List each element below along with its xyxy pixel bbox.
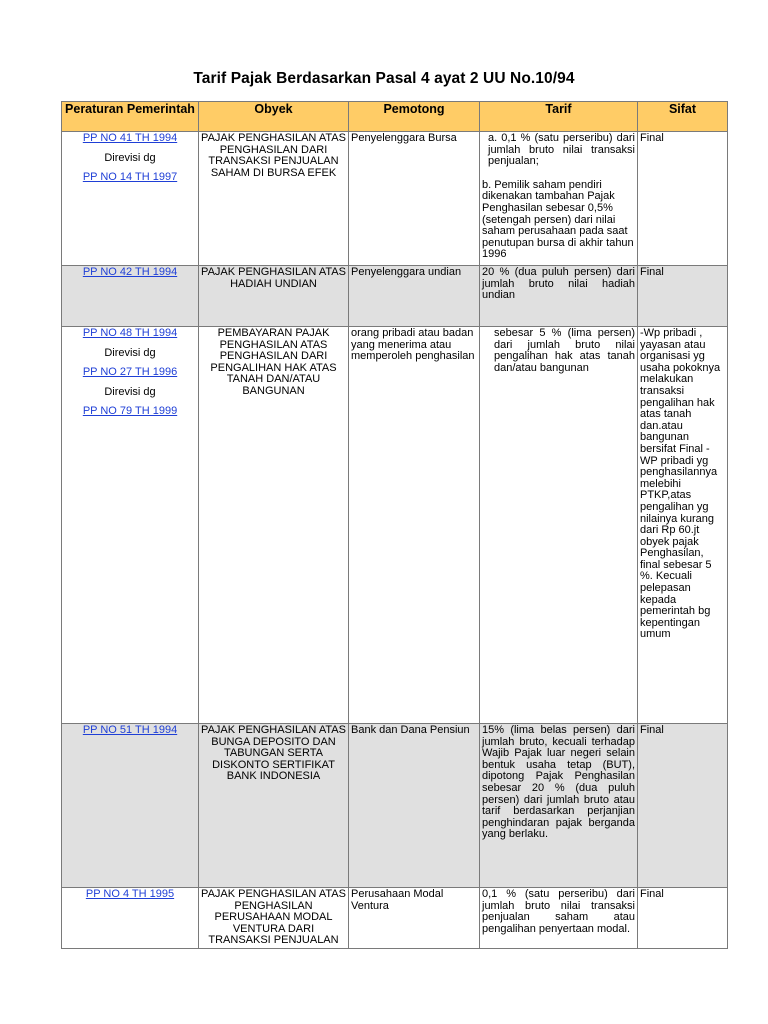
pemotong-cell: Penyelenggara undian xyxy=(349,266,480,327)
header-peraturan: Peraturan Pemerintah xyxy=(62,102,199,132)
pp-link[interactable]: PP NO 27 TH 1996 xyxy=(82,366,178,379)
obyek-cell: PAJAK PENGHASILAN ATAS PENGHASILAN DARI TRANSAKSI PENJUALAN SAHAM DI BURSA EFEK xyxy=(199,132,349,266)
pp-cell xyxy=(62,266,199,327)
pemotong-cell: orang pribadi atau badan yang menerima atau memperoleh penghasilan xyxy=(349,327,480,724)
tarif-item-a: a. 0,1 % (satu perseribu) dari jumlah bruto nilai transaksi penjualan; xyxy=(488,132,635,168)
tarif-cell: sebesar 5 % (lima persen) dari jumlah bruto nilai pengalihan hak atas tanah dan/atau bangunan xyxy=(480,327,638,724)
pp-link[interactable]: PP NO 41 TH 1994 xyxy=(82,132,178,144)
header-pemotong: Pemotong xyxy=(349,102,480,132)
header-tarif: Tarif xyxy=(480,102,638,132)
obyek-cell: PAJAK PENGHASILAN ATAS PENGHASILAN PERUSAHAAN MODAL VENTURA DARI TRANSAKSI PENJUALAN xyxy=(199,888,349,949)
header-obyek: Obyek xyxy=(199,102,349,132)
pp-link[interactable]: PP NO 14 TH 1997 xyxy=(82,171,178,184)
pp-link[interactable]: PP NO 4 TH 1995 xyxy=(85,888,175,900)
sifat-cell: -Wp pribadi , yayasan atau organisasi yg usaha pokoknya melakukan transaksi pengalihan hak atas tanah dan.atau bangunan bersifat Final - WP pribadi yg penghasilannya melebihi PTKP,atas pengalihan yg nilainya kurang dari Rp 60.jt obyek pajak Penghasilan, final sebesar 5 %. Kecuali pelepasan kepada pemerintah bg kepentingan umum xyxy=(638,327,728,724)
tarif-cell: 0,1 % (satu perseribu) dari jumlah bruto nilai transaksi penjualan saham atau pengalihan penyertaan modal. xyxy=(480,888,638,949)
pp-link[interactable]: PP NO 79 TH 1999 xyxy=(82,405,178,418)
revision-label: Direvisi dg xyxy=(104,385,156,398)
pemotong-cell: Perusahaan Modal Ventura xyxy=(349,888,480,949)
sifat-cell: Final xyxy=(638,266,728,327)
pp-cell xyxy=(62,132,199,266)
pp-link[interactable]: PP NO 48 TH 1994 xyxy=(82,327,178,339)
tarif-cell xyxy=(480,132,638,266)
table-row xyxy=(62,724,728,888)
table-row xyxy=(62,266,728,327)
obyek-cell: PAJAK PENGHASILAN ATAS HADIAH UNDIAN xyxy=(199,266,349,327)
tax-rate-table xyxy=(61,101,728,949)
table-row xyxy=(62,132,728,266)
revision-label: Direvisi dg xyxy=(104,151,156,164)
pemotong-cell: Bank dan Dana Pensiun xyxy=(349,724,480,888)
pp-link[interactable]: PP NO 42 TH 1994 xyxy=(82,266,178,278)
tarif-cell: 20 % (dua puluh persen) dari jumlah bruto nilai hadiah undian xyxy=(480,266,638,327)
sifat-cell: Final xyxy=(638,888,728,949)
header-sifat: Sifat xyxy=(638,102,728,132)
tarif-item-b: b. Pemilik saham pendiri dikenakan tambahan Pajak Penghasilan sebesar 0,5% (setengah persen) dari nilai saham perusahaan pada saat penutupan bursa di akhir tahun 1996 xyxy=(482,178,634,261)
pp-cell xyxy=(62,327,199,724)
pp-cell xyxy=(62,724,199,888)
document-title: Tarif Pajak Berdasarkan Pasal 4 ayat 2 UU No.10/94 xyxy=(193,70,575,87)
revision-label: Direvisi dg xyxy=(104,346,156,359)
sifat-cell: Final xyxy=(638,724,728,888)
obyek-cell: PEMBAYARAN PAJAK PENGHASILAN ATAS PENGHASILAN DARI PENGALIHAN HAK ATAS TANAH DAN/ATAU BANGUNAN xyxy=(199,327,349,724)
pp-link[interactable]: PP NO 51 TH 1994 xyxy=(82,724,178,736)
sifat-cell: Final xyxy=(638,132,728,266)
table-header-row xyxy=(62,102,728,132)
tarif-cell: 15% (lima belas persen) dari jumlah bruto, kecuali terhadap Wajib Pajak luar negeri selain bentuk usaha tetap (BUT), dipotong Pajak Penghasilan sebesar 20 % (dua puluh persen) dari jumlah bruto atau tarif berdasarkan perjanjian penghindaran pajak berganda yang berlaku. xyxy=(480,724,638,888)
table-row xyxy=(62,327,728,724)
pemotong-cell: Penyelenggara Bursa xyxy=(349,132,480,266)
obyek-cell: PAJAK PENGHASILAN ATAS BUNGA DEPOSITO DAN TABUNGAN SERTA DISKONTO SERTIFIKAT BANK INDONESIA xyxy=(199,724,349,888)
pp-cell xyxy=(62,888,199,949)
table-row xyxy=(62,888,728,949)
